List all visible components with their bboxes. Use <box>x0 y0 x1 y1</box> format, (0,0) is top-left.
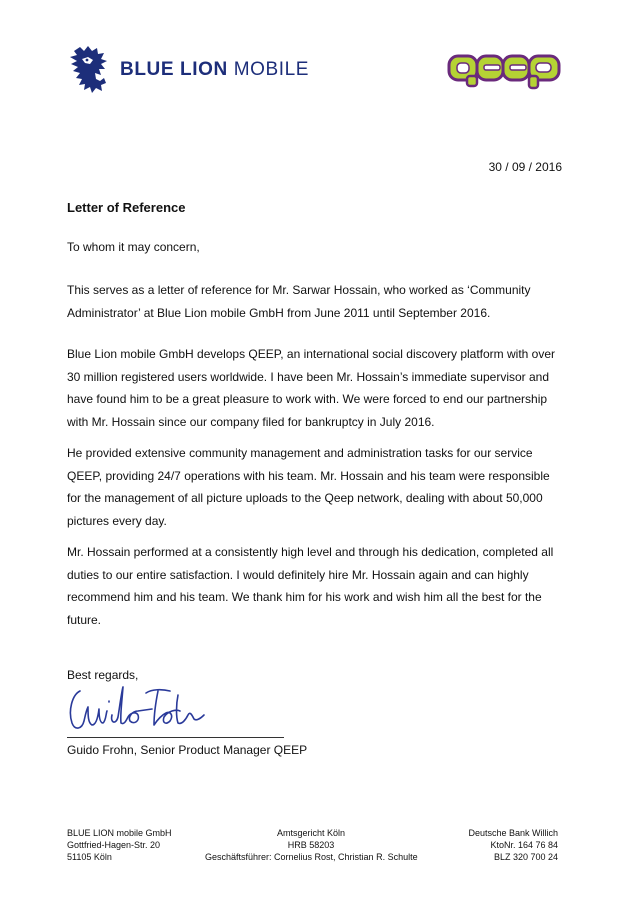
brand-wordmark <box>120 59 309 81</box>
signature-line <box>67 737 284 738</box>
footer-company-address <box>67 827 172 863</box>
footer-line: Gottfried-Hagen-Str. 20 <box>67 840 161 850</box>
signer-name: Guido Frohn, Senior Product Manager QEEP <box>67 743 308 757</box>
letter-title: Letter of Reference <box>67 200 186 215</box>
paragraph-3: He provided extensive community management and administration tasks for our service QEEP, providing 24/7 operations with his team. Mr. Hossain and his team were responsible for the management of all picture uploads to the Qeep network, dealing with about 50,000 pictures every day. <box>67 446 550 528</box>
paragraph-2: Blue Lion mobile GmbH develops QEEP, an international social discovery platform with over 30 million registered users worldwide. I have been Mr. Hossain’s immediate supervisor and have found him to be a great pleasure to work with. We were forced to end our partnership with Mr. Hossain since our company filed for bankruptcy in July 2016. <box>67 347 556 429</box>
footer-line: Deutsche Bank Willich <box>468 828 558 838</box>
brand-light-text: MOBILE <box>233 59 310 80</box>
footer-registry <box>205 827 417 863</box>
brand-bold-text: BLUE LION <box>120 59 228 80</box>
qeep-logo-letters <box>449 56 559 88</box>
footer-bank-details <box>468 827 558 863</box>
salutation: To whom it may concern, <box>67 240 200 254</box>
footer-line: BLZ 320 700 24 <box>493 852 558 862</box>
lion-emblem-icon <box>66 45 112 95</box>
closing: Best regards, <box>67 668 139 682</box>
footer-line: KtoNr. 164 76 84 <box>490 840 558 850</box>
paragraph-1: This serves as a letter of reference for Mr. Sarwar Hossain, who worked as ‘Community Administrator’ at Blue Lion mobile GmbH from June 2011 until September 2016. <box>67 283 531 320</box>
blue-lion-logo <box>66 44 326 96</box>
paragraph-4: Mr. Hossain performed at a consistently high level and through his dedication, completed all duties to our entire satisfaction. I would definitely hire Mr. Hossain again and can highly recommend him and his team. We thank him for his work and wish him all the best for the future. <box>67 545 554 627</box>
footer-line: 51105 Köln <box>67 852 112 862</box>
qeep-logo <box>447 54 563 90</box>
handwritten-signature <box>66 681 206 737</box>
footer-line: Geschäftsführer: Cornelius Rost, Christian R. Schulte <box>205 852 418 862</box>
letter-date: 30 / 09 / 2016 <box>488 160 562 174</box>
footer-line: Amtsgericht Köln <box>276 828 346 838</box>
footer-line: BLUE LION mobile GmbH <box>67 828 172 838</box>
footer-line: HRB 58203 <box>287 840 335 850</box>
